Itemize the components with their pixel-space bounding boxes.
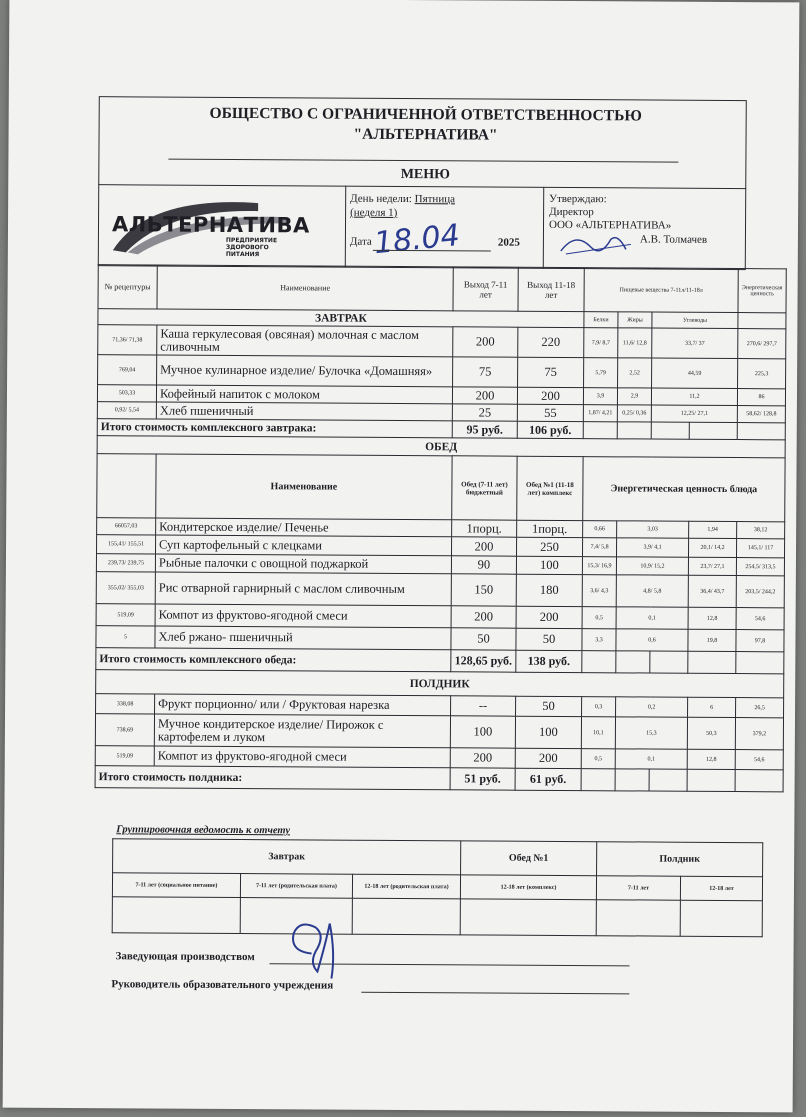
portion-7-11: 200 <box>452 387 517 404</box>
carbs: 50,3 <box>687 717 735 749</box>
grouping-title: Группировочная ведомость к отчету <box>116 824 291 837</box>
dish-name: Мучное кулинарное изделие/ Булочка «Домашняя» <box>157 355 453 387</box>
carbs: 23,7/ 27,1 <box>688 557 736 575</box>
company-name-line2: "АЛЬТЕРНАТИВА" <box>353 125 498 144</box>
recipe-code: 0,92/ 5,54 <box>97 402 156 419</box>
proteins: 0,5 <box>581 749 615 769</box>
logo-sub1: ПРЕДПРИЯТИЕ <box>225 236 278 245</box>
energy: 38,12 <box>737 522 785 539</box>
grouping-sub4: 12-18 лет (комплекс) <box>460 875 596 900</box>
menu-table <box>95 264 787 792</box>
portion-11-18: 75 <box>518 357 584 387</box>
col-out-7-11: Выход 7-11 лет <box>453 267 518 311</box>
proteins: 1,87/ 4,21 <box>583 405 617 422</box>
energy: 86 <box>737 389 785 406</box>
energy: 379,2 <box>735 718 783 750</box>
grouping-sub1: 7-11 лет (социальное питание) <box>112 873 240 898</box>
col-nutrients: Пищевые вещества 7-11л/11-18л <box>584 268 738 313</box>
col-carbs: Углеводы <box>652 312 738 329</box>
portion-7-11: 100 <box>450 716 515 748</box>
grouping-cell[interactable] <box>352 898 460 935</box>
lunch-col-energy: Энергетическая ценность блюда <box>583 457 785 522</box>
grouping-cell[interactable] <box>596 900 680 937</box>
dish-name: Рис отварной гарнирный с маслом сливочным <box>155 572 451 606</box>
breakfast-total-7-11: 95 руб. <box>452 421 517 438</box>
company-name-line1: ОБЩЕСТВО С ОГРАНИЧЕННОЙ ОТВЕТСТВЕННОСТЬЮ <box>209 104 642 125</box>
lunch-total-label: Итого стоимость комплексного обеда: <box>96 648 451 672</box>
portion-11-18: 55 <box>517 404 583 421</box>
dish-name: Хлеб ржано- пшеничный <box>155 626 451 650</box>
table-row <box>96 572 784 608</box>
snack-total-7-11: 51 руб. <box>450 768 515 790</box>
menu-sheet <box>3 0 800 1112</box>
recipe-code: 66057,03 <box>97 518 156 535</box>
fats: 15,3 <box>615 717 687 749</box>
breakfast-total-label: Итого стоимость комплексного завтрака: <box>97 419 452 438</box>
proteins: 0,3 <box>582 697 616 717</box>
approval-block <box>549 193 671 233</box>
portion-7-11: 90 <box>451 556 516 574</box>
portion-7-11: 150 <box>451 574 516 606</box>
lunch-col-name: Наименование <box>156 454 452 520</box>
recipe-code: 5 <box>96 626 155 648</box>
col-out-11-18: Выход 11-18 лет <box>518 267 584 311</box>
fats: 10,9/ 15,2 <box>616 557 688 575</box>
col-name: Наименование <box>157 265 453 311</box>
grouping-value-row <box>112 897 762 937</box>
energy: 58,62/ 128,8 <box>737 406 785 423</box>
energy: 54,6 <box>735 750 783 770</box>
approval-line1: Утверждаю: <box>549 192 607 206</box>
proteins: 5,79 <box>584 358 618 388</box>
dish-name: Суп картофельный с клецками <box>156 535 452 556</box>
energy: 26,5 <box>736 698 784 718</box>
week-label: (неделя 1) <box>350 206 398 219</box>
portion-11-18: 100 <box>516 556 582 574</box>
proteins: 10,1 <box>581 717 615 749</box>
year: 2025 <box>497 236 520 249</box>
portion-7-11: 200 <box>451 606 516 628</box>
portion-11-18: 200 <box>515 748 581 768</box>
dish-name: Компот из фруктово-ягодной смеси <box>154 746 450 768</box>
grouping-header-row <box>113 839 763 877</box>
table-header-row <box>98 265 786 313</box>
energy: 254,5/ 313,5 <box>736 558 784 576</box>
portion-7-11: 75 <box>453 357 518 387</box>
portion-7-11: 200 <box>451 537 516 556</box>
recipe-code: 503,33 <box>97 385 156 402</box>
snack-title: ПОЛДНИК <box>96 670 784 698</box>
proteins: 15,3/ 16,9 <box>582 557 616 575</box>
production-head-label: Заведующая производством <box>115 950 255 964</box>
portion-7-11: 50 <box>451 628 516 650</box>
energy: 225,3 <box>738 359 786 389</box>
fats: 4,8/ 5,8 <box>616 575 688 607</box>
carbs: 19,8 <box>688 629 736 651</box>
energy: 203,5/ 244,2 <box>736 576 784 608</box>
logo-name: АЛЬТЕРНАТИВА <box>111 212 310 238</box>
grouping-sub5: 7-11 лет <box>596 876 680 901</box>
recipe-code: 355,02/ 355,03 <box>96 572 155 604</box>
proteins: 7,9/ 8,7 <box>584 328 618 358</box>
col-fats: Жиры <box>618 312 652 328</box>
proteins: 3,9 <box>583 388 617 405</box>
approval-line2: Директор <box>549 205 594 219</box>
portion-7-11: 200 <box>450 748 515 768</box>
grouping-sub2: 7-11 лет (родительская плата) <box>240 874 352 899</box>
date-handwritten: 18.04 <box>372 217 462 262</box>
portion-11-18: 200 <box>517 387 583 404</box>
fats: 0,2 <box>616 697 688 717</box>
grouping-cell[interactable] <box>680 900 762 937</box>
recipe-code: 519,09 <box>95 746 154 766</box>
col-recipe: № рецептуры <box>98 265 157 309</box>
breakfast-title: ЗАВТРАК <box>98 309 584 328</box>
portion-11-18: 180 <box>516 574 582 606</box>
table-row <box>98 355 786 389</box>
carbs: 11,2 <box>651 388 737 406</box>
energy: 54,6 <box>736 608 784 630</box>
recipe-code: 338,08 <box>96 694 155 714</box>
lunch-col-a: Обед (7-11 лет) бюджетный <box>452 456 517 520</box>
portion-7-11: 200 <box>453 327 518 357</box>
dish-name: Кофейный напиток с молоком <box>156 385 452 404</box>
dish-name: Хлеб пшеничный <box>156 402 452 421</box>
fats: 0,6 <box>616 629 688 651</box>
logo-sub2: ЗДОРОВОГО <box>225 243 269 252</box>
energy: 270,6/ 297,7 <box>738 329 786 359</box>
lunch-col-b: Обед №1 (11-18 лет) комплекс <box>517 456 583 520</box>
director-signature-icon <box>556 229 636 259</box>
proteins: 3,6/ 4,3 <box>582 575 616 607</box>
institution-head-label: Руководитель образовательного учреждения <box>111 978 334 992</box>
carbs: 44,59 <box>652 358 738 389</box>
portion-7-11: 1порц. <box>452 520 517 537</box>
grouping-sub6: 12-18 лет <box>680 876 762 901</box>
grouping-table <box>112 838 764 937</box>
proteins: 0,66 <box>583 521 617 538</box>
snack-total-11-18: 61 руб. <box>515 768 581 790</box>
recipe-code: 155,41/ 155,51 <box>97 535 156 554</box>
proteins: 7,4/ 5,8 <box>582 538 616 557</box>
fats: 11,6/ 12,8 <box>618 328 652 358</box>
portion-11-18: 1порц. <box>517 520 583 537</box>
energy: 145,1/ 117 <box>737 539 785 558</box>
dish-name: Кондитерское изделие/ Печенье <box>156 518 452 537</box>
dish-name: Мучное кондитерское изделие/ Пирожок с картофелем и луком <box>154 714 450 748</box>
recipe-code: 239,73/ 239,75 <box>96 554 155 572</box>
carbs: 36,4/ 43,7 <box>688 575 736 607</box>
portion-11-18: 50 <box>516 696 582 716</box>
col-energy: Энергетическая ценность <box>738 269 786 313</box>
carbs: 12,8 <box>688 607 736 629</box>
production-head-signature-icon <box>281 913 351 983</box>
breakfast-total-11-18: 106 руб. <box>517 421 583 438</box>
day-block <box>350 192 455 221</box>
approval-line3: ООО «АЛЬТЕРНАТИВА» <box>548 218 672 232</box>
dish-name: Компот из фруктово-ягодной смеси <box>155 604 451 628</box>
grouping-sub3: 12-18 лет (родительская плата) <box>352 874 460 899</box>
portion-11-18: 100 <box>515 716 581 748</box>
recipe-code: 769,04 <box>98 355 157 385</box>
recipe-code: 738,69 <box>95 714 154 746</box>
fats: 3,9/ 4,1 <box>616 538 688 557</box>
logo-sub3: ПИТАНИЯ <box>225 250 260 259</box>
portion-7-11: 25 <box>452 404 517 421</box>
date-label: Дата <box>349 235 372 248</box>
portion-11-18: 200 <box>516 606 582 628</box>
carbs: 20,1/ 14,2 <box>688 538 736 557</box>
lunch-header-row <box>97 454 785 522</box>
fats: 0,1 <box>615 749 687 769</box>
snack-total-label: Итого стоимость полдника: <box>95 766 450 790</box>
menu-title: МЕНЮ <box>400 166 450 183</box>
company-logo <box>108 190 338 261</box>
fats: 0,1 <box>616 607 688 629</box>
carbs: 6 <box>688 697 736 717</box>
fats: 2,9 <box>617 388 651 405</box>
table-row <box>98 325 786 359</box>
carbs: 1,94 <box>689 521 737 538</box>
fats: 0,25/ 0,36 <box>617 405 651 422</box>
dish-name: Фрукт порционно/ или / Фруктовая нарезка <box>155 694 451 716</box>
table-row <box>95 714 783 750</box>
grouping-snack: Полдник <box>597 842 763 877</box>
fats: 3,03 <box>617 521 689 538</box>
day-value: Пятница <box>414 193 456 206</box>
recipe-code: 519,09 <box>96 604 155 626</box>
snack-total-row <box>95 766 783 792</box>
grouping-cell[interactable] <box>460 899 596 936</box>
carbs: 33,7/ 37 <box>652 328 738 359</box>
day-label: День недели: <box>350 192 412 206</box>
lunch-title: ОБЕД <box>97 436 785 458</box>
institution-head-line <box>361 992 629 995</box>
portion-11-18: 250 <box>516 537 582 556</box>
fats: 2,52 <box>618 358 652 388</box>
proteins: 3,3 <box>582 629 616 651</box>
approval-name: А.В. Толмачев <box>639 233 708 246</box>
lunch-total-11-18: 138 руб. <box>516 650 582 672</box>
col-proteins: Белки <box>584 312 618 328</box>
proteins: 0,5 <box>582 607 616 629</box>
grouping-cell[interactable] <box>112 897 240 934</box>
grouping-breakfast: Завтрак <box>113 839 461 875</box>
carbs: 12,25/ 27,1 <box>651 405 737 423</box>
recipe-code: 71,36/ 71,38 <box>98 325 157 355</box>
portion-7-11: -- <box>451 696 516 716</box>
dish-name: Каша геркулесовая (овсяная) молочная с маслом сливочным <box>157 325 453 357</box>
portion-11-18: 220 <box>518 327 584 357</box>
carbs: 12,8 <box>687 749 735 769</box>
dish-name: Рыбные палочки с овощной поджаркой <box>155 554 451 574</box>
portion-11-18: 50 <box>516 628 582 650</box>
grouping-lunch: Обед №1 <box>461 841 597 876</box>
energy: 97,8 <box>736 630 784 652</box>
lunch-total-7-11: 128,65 руб. <box>451 650 516 672</box>
